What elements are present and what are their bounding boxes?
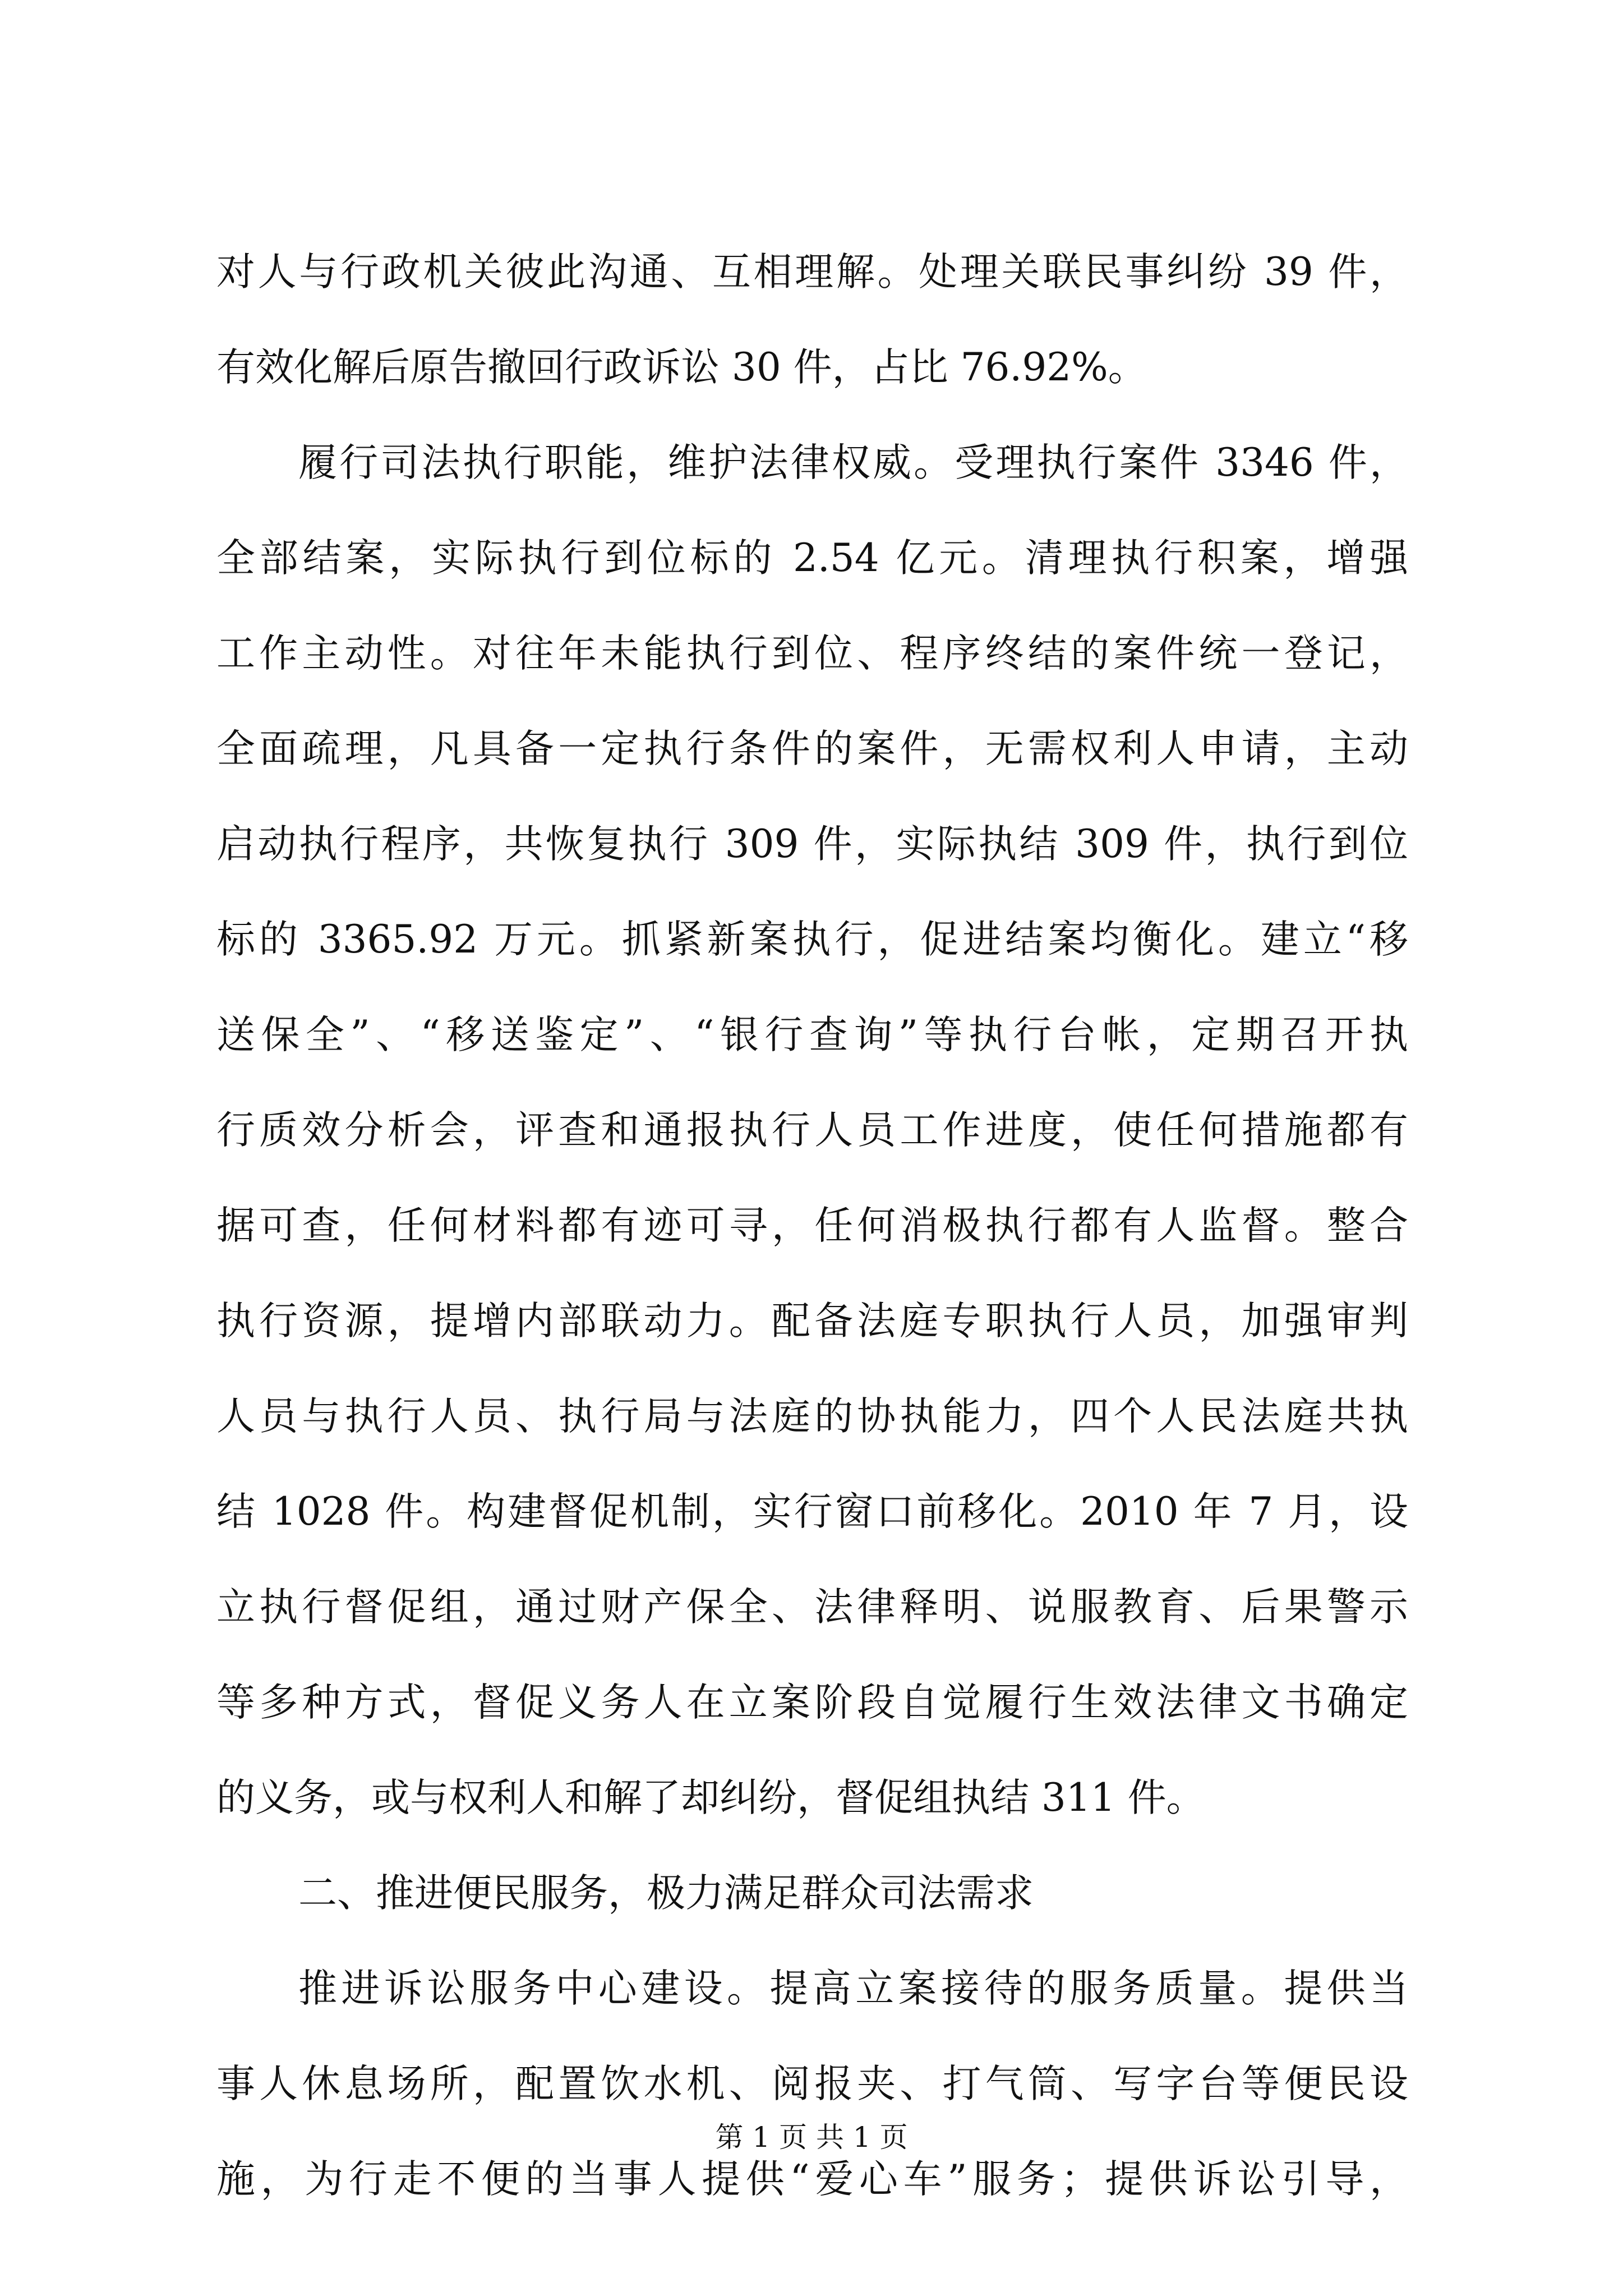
text-line: 执行资源，提增内部联动力。配备法庭专职执行人员，加强审判: [216, 1299, 1408, 1343]
text-line: 结 1028 件。构建督促机制，实行窗口前移化。2010 年 7 月，设: [216, 1489, 1408, 1534]
page-footer: 第 1 页 共 1 页: [715, 2121, 908, 2154]
section-heading: 二、推进便民服务，极力满足群众司法需求: [298, 1871, 1034, 1916]
text-line: 施，为行走不便的当事人提供“爱心车”服务；提供诉讼引导，: [216, 2157, 1408, 2202]
text-line: 标的 3365.92 万元。抓紧新案执行，促进结案均衡化。建立“移: [216, 917, 1408, 962]
paragraph-start-line: 履行司法执行职能，维护法律权威。受理执行案件 3346 件，: [298, 440, 1408, 485]
text-line: 启动执行程序，共恢复执行 309 件，实际执结 309 件，执行到位: [216, 822, 1408, 867]
text-line: 行质效分析会，评查和通报执行人员工作进度，使任何措施都有: [216, 1108, 1408, 1153]
text-line: 人员与执行人员、执行局与法庭的协执能力，四个人民法庭共执: [216, 1394, 1408, 1439]
text-line: 据可查，任何材料都有迹可寻，任何消极执行都有人监督。整合: [216, 1203, 1408, 1248]
text-line: 事人休息场所，配置饮水机、阅报夹、打气筒、写字台等便民设: [216, 2062, 1408, 2106]
text-line: 立执行督促组，通过财产保全、法律释明、说服教育、后果警示: [216, 1585, 1408, 1630]
text-line: 的义务，或与权利人和解了却纠纷，督促组执结 311 件。: [216, 1775, 1205, 1820]
text-line: 工作主动性。对往年未能执行到位、程序终结的案件统一登记，: [216, 631, 1408, 676]
paragraph-start-line: 推进诉讼服务中心建设。提高立案接待的服务质量。提供当: [298, 1966, 1408, 2011]
text-line: 对人与行政机关彼此沟通、互相理解。处理关联民事纠纷 39 件，: [216, 250, 1408, 295]
text-line: 全面疏理，凡具备一定执行条件的案件，无需权利人申请，主动: [216, 726, 1408, 771]
text-line: 送保全”、“移送鉴定”、“银行查询”等执行台帐，定期召开执: [216, 1013, 1408, 1057]
text-line: 等多种方式，督促义务人在立案阶段自觉履行生效法律文书确定: [216, 1680, 1408, 1725]
document-body: [216, 224, 1408, 2227]
text-line: 全部结案，实际执行到位标的 2.54 亿元。清理执行积案，增强: [216, 536, 1408, 581]
text-line: 有效化解后原告撤回行政诉讼 30 件，占比 76.92%。: [216, 345, 1147, 390]
